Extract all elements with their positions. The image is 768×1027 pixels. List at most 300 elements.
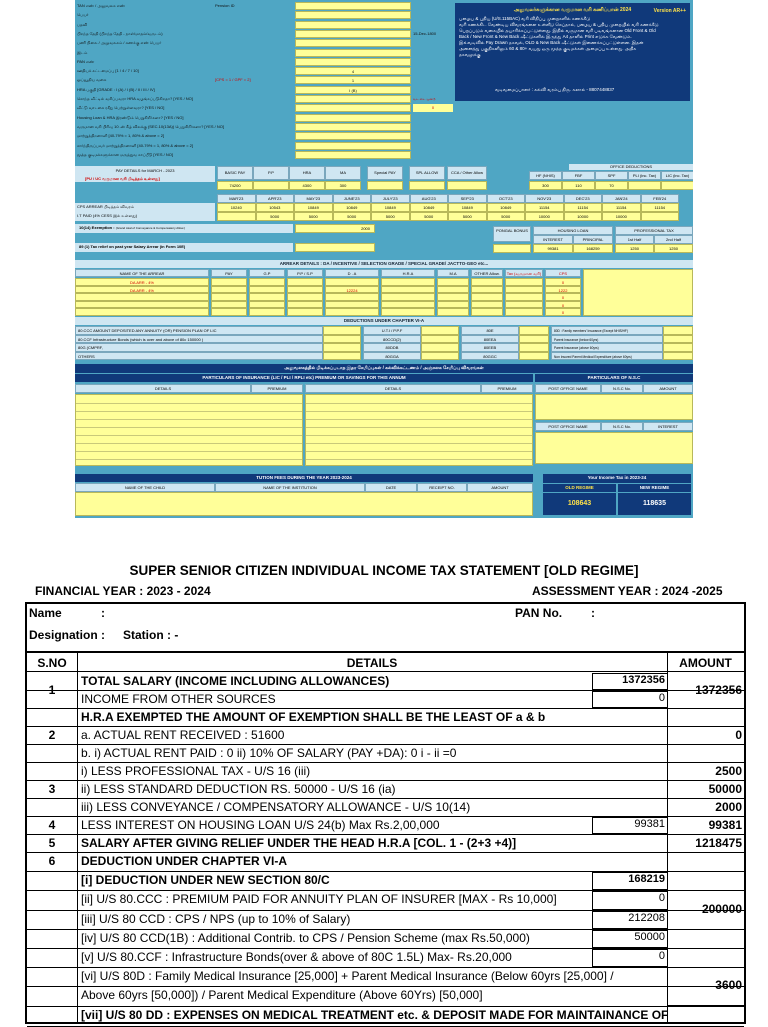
info-value[interactable]: [295, 30, 411, 38]
arrear-header: D . A: [325, 269, 379, 277]
exemption-label: 10(14) Exemption :: [79, 225, 115, 230]
pongal-bonus-label: PONGAL BONUS: [493, 226, 531, 242]
detail-text: [iv] U/S 80 CCD(1B) : Additional Contrib. to CPS / Pension Scheme (max Rs.50,000): [81, 930, 530, 945]
cps-month-value[interactable]: 10849: [448, 203, 487, 212]
row-number: 2: [48, 728, 56, 742]
exemption-value[interactable]: 2000: [295, 224, 375, 233]
divider: [27, 948, 744, 949]
cps-month-value[interactable]: 10849: [410, 203, 449, 212]
ch6-label-left: 80G (CMPRF,: [75, 343, 323, 352]
info-value[interactable]: 4: [295, 67, 411, 75]
pay-value[interactable]: [409, 181, 445, 190]
ch6-value[interactable]: [421, 352, 459, 361]
ch6-value[interactable]: [421, 326, 459, 335]
arrear-cell[interactable]: [381, 286, 435, 294]
arrear-header: H.R.A: [381, 269, 435, 277]
arrear-cell[interactable]: [381, 301, 435, 309]
tuition-header: AMOUNT: [467, 483, 533, 492]
info-label: மூத்த குடிமக்களுக்கான மருத்துவ காப்பீடு [YES / NO]: [77, 151, 173, 157]
insurance-entries[interactable]: [75, 394, 303, 466]
it-month-value[interactable]: 5000: [256, 212, 295, 221]
total-amount: 0: [735, 728, 742, 742]
name-colon: :: [101, 606, 105, 620]
info-value[interactable]: [295, 142, 411, 150]
divider: [27, 929, 744, 930]
arrear-cell[interactable]: [437, 293, 469, 301]
arrear-header: PAY: [211, 269, 247, 277]
pay-value[interactable]: [367, 181, 403, 190]
office-value[interactable]: 110: [562, 181, 595, 190]
arrear-cell[interactable]: [211, 293, 247, 301]
ch6-value[interactable]: [663, 352, 693, 361]
it-month-value[interactable]: 5000: [333, 212, 372, 221]
month-header: SEP'23: [448, 194, 487, 203]
housing-principal-header: PRINCIPAL: [573, 235, 613, 244]
divider: [27, 780, 744, 781]
total-amount: 1372356: [695, 683, 742, 697]
cps-month-value[interactable]: 10543: [256, 203, 295, 212]
it-paid-label: I.T PAID (4% CESS இல் உள்ளது): [75, 212, 215, 221]
divider: [27, 910, 744, 911]
info-value[interactable]: [295, 11, 411, 19]
sub-amount: 50000: [592, 930, 668, 948]
arrear-cell[interactable]: [381, 293, 435, 301]
office-header: SPF: [595, 171, 628, 180]
detail-text: Above 60yrs [50,000]) / Parent Medical Expenditure (Above 60Yrs) [50,000]: [81, 988, 483, 1003]
info-value[interactable]: [295, 104, 411, 112]
office-value[interactable]: [661, 181, 693, 190]
office-header: FBF: [562, 171, 595, 180]
arrear-cell[interactable]: [381, 278, 435, 286]
sub-amount: 0: [592, 691, 668, 708]
arrear-name[interactable]: DA ARR - 4%: [75, 278, 209, 286]
line-amount: 50000: [708, 782, 742, 796]
detail-text: a. ACTUAL RENT RECEIVED : 51600: [81, 728, 285, 742]
promo-line: வரி கணக்கிட வேண்டிய விவரங்களை உள்ளீடு செய்தால், பழைய & புதிய முறையில் வரி கணக்கீடு: [459, 22, 659, 27]
prof-second-half-value[interactable]: 1250: [654, 244, 693, 253]
detail-text: [vii] U/S 80 DD : EXPENSES ON MEDICAL TREATMENT etc. & DEPOSIT MADE FOR MAINTAINANCE OF: [81, 1007, 669, 1022]
cps-month-value[interactable]: 11154: [564, 203, 603, 212]
arrear-da[interactable]: [325, 301, 379, 309]
info-row: [75, 2, 455, 10]
ch6-value[interactable]: [323, 343, 361, 352]
name-label: Name: [29, 606, 62, 620]
divider: [27, 1006, 744, 1007]
office-value[interactable]: [628, 181, 661, 190]
assessment-year: ASSESSMENT YEAR : 2024 -2025: [532, 584, 723, 598]
info-row: [75, 58, 455, 66]
divider: [27, 762, 744, 763]
cps-month-value[interactable]: 11154: [525, 203, 564, 212]
info-row: [75, 30, 455, 38]
pay-header: HRA: [289, 166, 325, 180]
nsc-entries[interactable]: [535, 432, 693, 464]
arrear-cell[interactable]: [287, 301, 323, 309]
office-value[interactable]: 300: [529, 181, 562, 190]
arrear-cell[interactable]: [437, 301, 469, 309]
arrear-cps[interactable]: 0: [545, 301, 581, 309]
info-label: PAN எண்: [77, 58, 95, 64]
input-sheet: [75, 0, 693, 518]
arrear-da[interactable]: [325, 293, 379, 301]
exemption-label-cell: [75, 224, 293, 233]
arrear-cell[interactable]: [437, 278, 469, 286]
info-row: [75, 104, 455, 112]
ch6-value[interactable]: [519, 335, 549, 344]
info-value[interactable]: [295, 132, 411, 140]
ch6-value[interactable]: [519, 352, 549, 361]
housing-interest-value[interactable]: 99381: [533, 244, 573, 253]
arrear-cell[interactable]: [505, 308, 543, 316]
detail-text: [iii] U/S 80 CCD : CPS / NPS (up to 10% of Salary): [81, 911, 351, 926]
tuition-header: RECEIPT NO.: [417, 483, 467, 492]
pongal-bonus-value[interactable]: [493, 244, 531, 253]
info-label: பதவி: [77, 21, 88, 27]
ch6-value[interactable]: [663, 343, 693, 352]
divider: [27, 651, 744, 653]
total-amount-80d: 3600: [715, 978, 742, 992]
info-value[interactable]: [295, 114, 411, 122]
pay-value[interactable]: 74200: [217, 181, 253, 190]
professional-tax-label: PROFESSIONAL TAX: [615, 226, 693, 235]
promo-contact: வடிவமைப்பாளர் : கல்வி வரம்பு திரு. கலால் - 8807448837: [495, 87, 615, 92]
it-month-value[interactable]: 10000: [525, 212, 564, 221]
cps-month-value[interactable]: 10849: [487, 203, 526, 212]
row-number: 4: [48, 818, 56, 832]
info-row: [75, 114, 455, 122]
arrear-header: NAME OF THE ARREAR: [75, 269, 209, 277]
pay-header: CCA / Other Allow: [447, 166, 487, 180]
relief-value[interactable]: [295, 243, 375, 252]
pay-subcaption: [PU / UC வருமான வரி பிடித்தம் உள்ளது]: [85, 176, 160, 181]
arrear-cell[interactable]: [249, 286, 285, 294]
it-month-value[interactable]: [641, 212, 680, 221]
ch6-label-mid: 80DDB: [363, 343, 421, 352]
nsc-header: POST OFFICE NAME: [535, 384, 601, 393]
arrear-name[interactable]: DA ARR - 4%: [75, 286, 209, 294]
pay-value[interactable]: 4300: [289, 181, 325, 190]
info-value[interactable]: [295, 151, 411, 159]
ch6-label-left: 80.CCC AMOUNT DEPOSITED ANY ANNUITY (OR) PENSION PLAN OF LIC: [75, 326, 323, 335]
info-value[interactable]: [295, 39, 411, 47]
pay-caption: PAY DETAILS for MARCH - 2023: [75, 166, 215, 182]
detail-text: DEDUCTION UNDER CHAPTER VI-A: [81, 854, 288, 868]
statement-table: [25, 602, 746, 1024]
new-regime-tax: 118635: [618, 493, 691, 515]
month-header: FEB'24: [641, 194, 680, 203]
info-value[interactable]: 1: [295, 76, 411, 84]
nsc-interest-header: POST OFFICE NAME: [535, 422, 601, 431]
arrear-da[interactable]: [325, 278, 379, 286]
arrear-da[interactable]: [325, 308, 379, 316]
arrear-da[interactable]: 12224: [325, 286, 379, 294]
ch6-value[interactable]: [663, 335, 693, 344]
arrear-name[interactable]: [75, 301, 209, 309]
it-month-value[interactable]: 10000: [602, 212, 641, 221]
info-value[interactable]: [295, 49, 411, 57]
insurance-title: PARTICULARS OF INSURANCE (LIC / PLI / RPLI etc) PREMIUM OR SAVINGS FOR THIS ANNUM: [75, 374, 533, 382]
info-label: மாற்றுத்திறனாளி [40-79% = 1, 80% & above = 2]: [77, 133, 165, 139]
sub-amount: 1372356: [592, 673, 668, 690]
tuition-header: NAME OF THE CHILD: [75, 483, 215, 492]
info-row: [75, 142, 455, 150]
arrear-name[interactable]: [75, 293, 209, 301]
col-amount: AMOUNT: [679, 656, 732, 670]
promo-line: Back / New Front & New Back ஷீட்டுகளில் இருந்து A4 தாளில் Print எடுக்க வேண்டும்.: [459, 34, 632, 39]
info-row: [75, 21, 455, 29]
divider: [27, 967, 744, 968]
prof-first-half-value[interactable]: 1250: [615, 244, 654, 253]
divider: [27, 744, 744, 745]
detail-text: H.R.A EXEMPTED THE AMOUNT OF EXEMPTION SHALL BE THE LEAST OF a & b: [81, 710, 546, 724]
rent-value[interactable]: 0: [413, 104, 453, 112]
arrear-cell[interactable]: [249, 278, 285, 286]
insurance-header: DETAILS: [75, 384, 251, 393]
arrear-cell[interactable]: [211, 278, 247, 286]
detail-text: iii) LESS CONVEYANCE / COMPENSATORY ALLOWANCE - U/S 10(14): [81, 800, 471, 814]
arrear-cps[interactable]: 0: [545, 293, 581, 301]
info-row: [75, 67, 455, 75]
arrear-cell[interactable]: [211, 286, 247, 294]
sub-amount: 0: [592, 949, 668, 967]
ch6-label-n: 80EEB: [461, 343, 519, 352]
insurance-entries[interactable]: [305, 394, 533, 466]
info-label: TAN எண் / அலுவலக எண்: [77, 3, 125, 8]
divider: [667, 1005, 744, 1006]
info-row: [75, 123, 455, 131]
promo-line: தகவலுக்கு: [459, 52, 481, 57]
arrear-cps[interactable]: 0: [545, 278, 581, 286]
arrear-cps[interactable]: 1222: [545, 286, 581, 294]
info-label: பெயர்: [77, 12, 89, 18]
pay-header: MA: [325, 166, 361, 180]
sub-amount: 99381: [592, 817, 668, 834]
ch6-label-right: Parent Insurance (above 60yrs): [551, 343, 663, 352]
station-label: Station : -: [123, 628, 179, 642]
cps-arrear-label: CPS ARREAR பிடித்தம் விவரம்: [75, 203, 215, 212]
arrear-cell[interactable]: [287, 293, 323, 301]
arrear-cell[interactable]: [471, 278, 503, 286]
cps-month-value[interactable]: 11154: [602, 203, 641, 212]
housing-interest-header: INTEREST: [533, 235, 573, 244]
arrear-cell[interactable]: [505, 286, 543, 294]
info-mid: [CPS = 1 / GPF = 2]: [215, 77, 251, 83]
nsc-interest-header: N.S.C No.: [601, 422, 643, 431]
promo-text: [455, 13, 690, 58]
ch6-value[interactable]: [421, 343, 459, 352]
ch6-value[interactable]: [323, 326, 361, 335]
info-value[interactable]: I (B): [295, 86, 411, 94]
arrear-cps[interactable]: 0: [545, 308, 581, 316]
info-row: [75, 132, 455, 140]
arrear-header: CPS: [545, 269, 581, 277]
arrear-title: ARREAR DETAILS : DA / INCENTIVE / SELECTION GRADE / SPECIAL GRADE/ JACTTO-GEO etc...: [75, 260, 693, 268]
ch6-value[interactable]: [421, 335, 459, 344]
info-label: ஊதியக் கட்டமைப்பு [1 / 4 / 7 / 10]: [77, 68, 139, 74]
detail-text: SALARY AFTER GIVING RELIEF UNDER THE HEAD H.R.A [COL. 1 - (2+3 +4)]: [81, 836, 517, 850]
info-label: சொந்த வீட்டில் வசிப்பவரா HRA வழங்கப்படுகிறதா? [YES / NO]: [77, 96, 193, 101]
date-of-birth: 15-Dec-1800: [413, 30, 437, 36]
arrear-cell[interactable]: [249, 308, 285, 316]
old-regime-label: OLD REGIME: [543, 484, 616, 492]
row-number: 3: [48, 782, 56, 796]
divider: [27, 690, 744, 691]
arrear-cell[interactable]: [505, 278, 543, 286]
ch6-label-mid: 80CCD(2): [363, 335, 421, 344]
rent-note: வாடகை ஆண்டு: [413, 97, 436, 101]
arrear-header: M.A: [437, 269, 469, 277]
arrear-header: P.P / S.P: [287, 269, 323, 277]
info-label: வீட்டு வாடகை ரசீது பெற்றுள்ளவரா? [YES / NO]: [77, 105, 165, 111]
divider: [27, 708, 744, 709]
sub-amount: 168219: [592, 872, 668, 890]
arrear-cell[interactable]: [211, 308, 247, 316]
arrear-cell[interactable]: [381, 308, 435, 316]
it-month-value[interactable]: 5000: [410, 212, 449, 221]
nsc-header: N.S.C No.: [601, 384, 643, 393]
cps-month-value[interactable]: 11154: [641, 203, 680, 212]
arrear-cell[interactable]: [287, 308, 323, 316]
cps-month-value[interactable]: 10849: [294, 203, 333, 212]
relief-label: 89 (1) Tax relief on past year Salary Arrear (in Form 10E): [75, 243, 293, 252]
arrear-name[interactable]: [75, 308, 209, 316]
nsc-entries[interactable]: [535, 394, 693, 420]
month-header: MAR'23: [217, 194, 256, 203]
ch6-value[interactable]: [323, 352, 361, 361]
statement-title: SUPER SENIOR CITIZEN INDIVIDUAL INCOME TAX STATEMENT [OLD REGIME]: [129, 563, 639, 578]
ch6-value[interactable]: [519, 326, 549, 335]
detail-text: LESS INTEREST ON HOUSING LOAN U/S 24(b) Max Rs.2,00,000: [81, 818, 440, 832]
arrear-cell[interactable]: [471, 301, 503, 309]
divider: [27, 726, 744, 727]
cps-month-value[interactable]: 10240: [217, 203, 256, 212]
office-deductions-title: OFFICE DEDUCTIONS: [569, 164, 693, 170]
arrear-cell[interactable]: [437, 308, 469, 316]
it-month-value[interactable]: 5000: [448, 212, 487, 221]
sub-amount: 0: [592, 891, 668, 909]
detail-text: [i] DEDUCTION UNDER NEW SECTION 80/C: [81, 873, 330, 888]
pay-value[interactable]: [447, 181, 487, 190]
info-value[interactable]: [295, 2, 411, 10]
ch6-value[interactable]: [519, 343, 549, 352]
office-value[interactable]: 70: [595, 181, 628, 190]
pay-value[interactable]: 300: [325, 181, 361, 190]
detail-text: INCOME FROM OTHER SOURCES: [81, 692, 276, 706]
cps-month-value[interactable]: 10849: [333, 203, 372, 212]
arrear-cell[interactable]: [505, 293, 543, 301]
prof-first-half-header: 1st Half: [615, 235, 654, 244]
financial-year: FINANCIAL YEAR : 2023 - 2024: [35, 584, 211, 598]
ch6-value[interactable]: [323, 335, 361, 344]
pan-label: PAN No.: [515, 606, 563, 620]
arrear-cell[interactable]: [471, 293, 503, 301]
arrear-cell[interactable]: [249, 301, 285, 309]
it-month-value[interactable]: 10000: [564, 212, 603, 221]
cps-month-value[interactable]: 10849: [371, 203, 410, 212]
ch6-label-n: 80EEA: [461, 335, 519, 344]
divider: [27, 890, 744, 891]
office-header: HF (NHIS): [529, 171, 562, 180]
promo-line: பழைய & புதிய (U/S.115BAC) வரி விதிப்பு முறைகளில் கணக்கீடு: [459, 16, 591, 21]
info-row: [75, 76, 455, 84]
info-mid: Pension ID: [215, 3, 235, 8]
info-label: பிறந்த தேதி (பிறந்த தேதி - நாள்/மாதம்/வருடம்): [77, 30, 163, 36]
tuition-title: TUTION FEES DURING THE YEAR 2023-2024: [75, 474, 533, 482]
pay-header: BASIC PAY: [217, 166, 253, 180]
nsc-interest-header: INTEREST: [643, 422, 693, 431]
month-header: JUNE'23: [333, 194, 372, 203]
pay-header: SPL ALLOW: [409, 166, 445, 180]
designation-label: Designation :: [29, 628, 106, 642]
line-amount: 2000: [715, 800, 742, 814]
ch6-label-n: 80GGC: [461, 352, 519, 361]
info-value[interactable]: [295, 21, 411, 29]
month-header: NOV'23: [525, 194, 564, 203]
exemption-sublabel: (Grand total of Conveyance & Compensatory Allow.): [115, 226, 186, 230]
it-month-value[interactable]: 5000: [294, 212, 333, 221]
info-value[interactable]: [295, 95, 411, 103]
chapter6-title: DEDUCTIONS UNDER CHAPTER VI-A: [75, 317, 693, 325]
it-month-value[interactable]: 5000: [487, 212, 526, 221]
col-sno: S.NO: [37, 656, 67, 670]
arrear-cell[interactable]: [249, 293, 285, 301]
info-value[interactable]: [295, 58, 411, 66]
nsc-title: PARTICULARS OF N.S.C: [535, 374, 693, 382]
info-row: [75, 95, 455, 103]
pan-colon: :: [591, 606, 595, 620]
info-label: ஓய்வூதிய வகை: [77, 77, 107, 83]
arrear-header: OTHER Allow.: [471, 269, 503, 277]
line-amount: 2500: [715, 764, 742, 778]
detail-text: [ii] U/S 80.CCC : PREMIUM PAID FOR ANNUITY PLAN OF INSURER [MAX - Rs 10,000]: [81, 892, 557, 907]
ch6-label-left: 80.CCF Infrastructure Bonds (which is over and above of 80c 150000 ): [75, 335, 323, 344]
arrear-cell[interactable]: [471, 308, 503, 316]
ch6-value[interactable]: [663, 326, 693, 335]
month-header: DEC'23: [564, 194, 603, 203]
month-header: JAN'24: [602, 194, 641, 203]
housing-principal-value[interactable]: 168259: [573, 244, 613, 253]
insurance-header: PREMIUM: [251, 384, 303, 393]
info-label: HRA பகுதி [GRADE : I (A) / I (B) / II / III / IV]: [77, 86, 155, 92]
version-label: Version AR++: [653, 8, 686, 14]
ch6-label-left: OTHERS: [75, 352, 323, 361]
info-value[interactable]: [295, 123, 411, 131]
arrear-header: Tax (வருமான வரி): [506, 271, 542, 276]
promo-line: பெறப்படும் வகையில் தயாரிக்கப்பட்டுள்ளது. இதில் வருமான வரி படிவங்களான Old Front & Old: [459, 28, 656, 33]
detail-text: [vi] U/S 80D : Family Medical Insurance [25,000] + Parent Medical Insurance (Below 60yrs [25,000] /: [81, 969, 614, 984]
arrear-cell[interactable]: [211, 301, 247, 309]
insurance-header: PREMIUM: [481, 384, 533, 393]
old-regime-tax: 108643: [543, 493, 616, 515]
promo-line: இவ்வடிவில் Pay Drawn தகவல், OLD & New Back ஷீட்டுகள் இணைக்கப்பட்டுள்ளன. இதன்: [459, 40, 644, 45]
it-month-value[interactable]: 5000: [371, 212, 410, 221]
arrear-cell[interactable]: [437, 286, 469, 294]
total-amount: 200000: [701, 902, 742, 916]
arrear-header: G.P: [249, 269, 285, 277]
it-month-value[interactable]: [217, 212, 256, 221]
month-header: OCT'23: [487, 194, 526, 203]
info-row: [75, 39, 455, 47]
pay-header: P.P: [253, 166, 289, 180]
info-row: [75, 49, 455, 57]
arrear-cell[interactable]: [505, 301, 543, 309]
pay-value[interactable]: [253, 181, 289, 190]
tuition-entries[interactable]: [75, 492, 533, 516]
arrear-cell[interactable]: [287, 278, 323, 286]
row-number: 6: [48, 854, 56, 868]
arrear-cell[interactable]: [471, 286, 503, 294]
arrear-cell[interactable]: [287, 286, 323, 294]
